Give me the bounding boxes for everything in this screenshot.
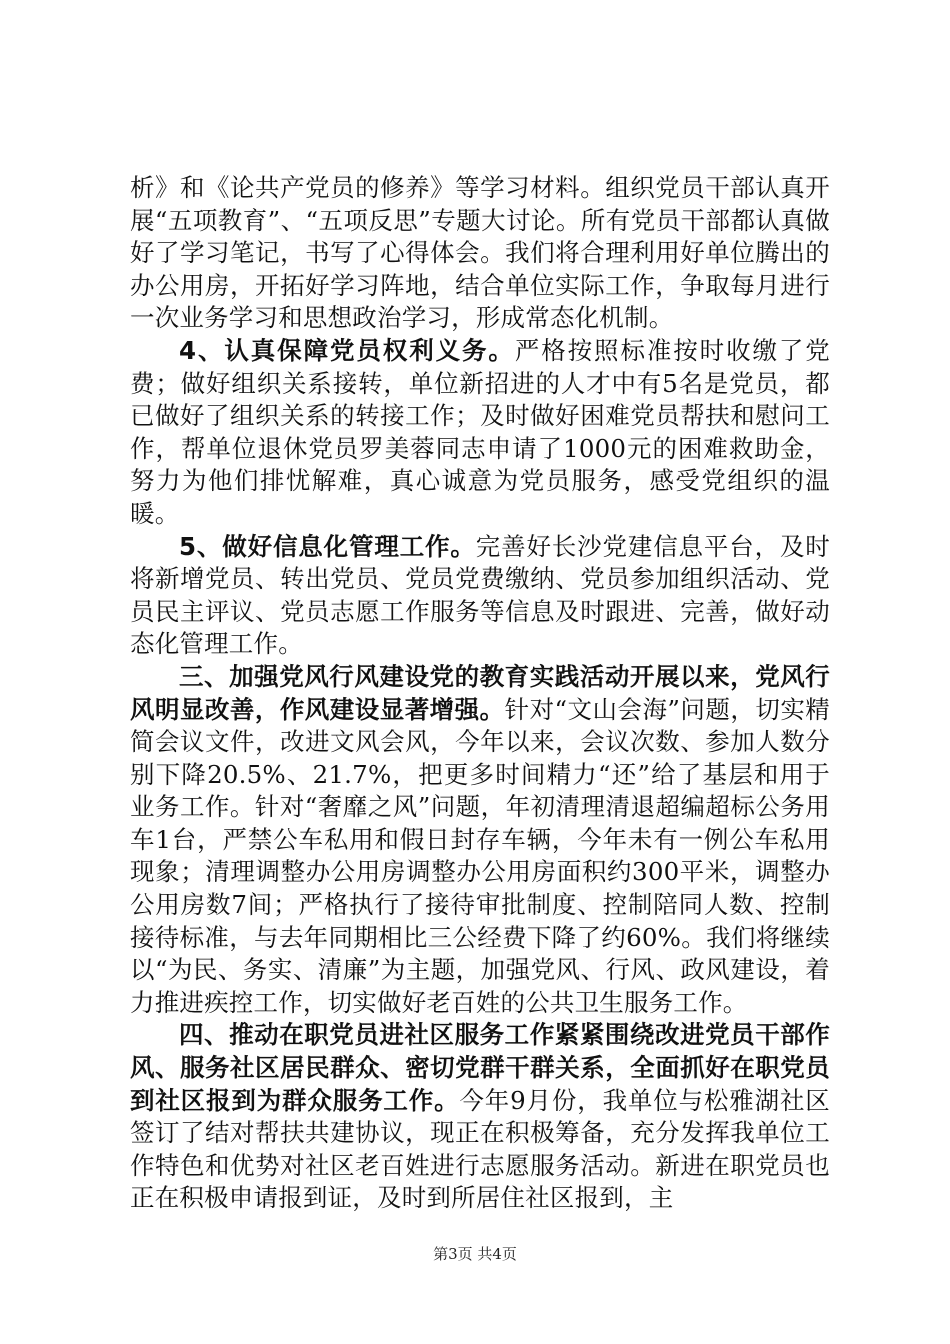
page-footer bbox=[0, 1243, 950, 1264]
paragraph-party-rights bbox=[130, 335, 830, 531]
paragraph-text: 析》和《论共产党员的修养》等学习材料。组织党员干部认真开展“五项教育”、“五项反思”专题大讨论。所有党员干部都认真做好了学习笔记，书写了心得体会。我们将合理利用好单位腾出的办公用房，开拓好学习阵地，结合单位实际工作，争取每月进行一次业务学习和思想政治学习，形成常态化机制。 bbox=[130, 173, 830, 333]
paragraph-heading: 三、加强党风行风建设党的教育实践活动开展以来，党风行风明显改善，作风建设显著增强。 bbox=[130, 661, 830, 724]
paragraph-text: 针对“文山会海”问题，切实精简会议文件，改进文风会风，今年以来，会议次数、参加人数分别下降20.5%、21.7%，把更多时间精力“还”给了基层和用于业务工作。针对“奢靡之风”问题，年初清理清退超编超标公务用车1台，严禁公车私用和假日封存车辆，今年未有一例公车私用现象；清理调整办公用房调整办公用房面积约300平米，调整办公用房数7间；严格执行了接待审批制度、控制陪同人数、控制接待标准，与去年同期相比三公经费下降了约60%。我们将继续以“为民、务实、清廉”为主题，加强党风、行风、政风建设，着力推进疾控工作，切实做好老百姓的公共卫生服务工作。 bbox=[130, 694, 830, 1017]
paragraph-heading: 4、认真保障党员权利义务。 bbox=[179, 335, 515, 365]
body-text bbox=[130, 172, 830, 1215]
paragraph-heading: 四、推动在职党员进社区服务工作紧紧围绕改进党员干部作风、服务社区居民群众、密切党群干群关系，全面抓好在职党员到社区报到为群众服务工作。 bbox=[130, 1020, 830, 1115]
paragraph-continued bbox=[130, 172, 830, 335]
paragraph-information-management bbox=[130, 531, 830, 661]
paragraph-text: 完善好长沙党建信息平台，及时将新增党员、转出党员、党员党费缴纳、党员参加组织活动、党员民主评议、党员志愿工作服务等信息及时跟进、完善，做好动态化管理工作。 bbox=[130, 531, 830, 659]
paragraph-text: 今年9月份，我单位与松雅湖社区签订了结对帮扶共建协议，现正在积极筹备，充分发挥我单位工作特色和优势对社区老百姓进行志愿服务活动。新进在职党员也正在积极申请报到证，及时到所居住社区报到，主 bbox=[130, 1085, 830, 1213]
paragraph-party-style bbox=[130, 661, 830, 1020]
paragraph-community-service bbox=[130, 1019, 830, 1215]
paragraph-heading: 5、做好信息化管理工作。 bbox=[179, 531, 476, 561]
page-number: 第3页 共4页 bbox=[433, 1245, 517, 1263]
paragraph-text: 严格按照标准按时收缴了党费；做好组织关系接转，单位新招进的人才中有5名是党员，都已做好了组织关系的转接工作；及时做好困难党员帮扶和慰问工作，帮单位退休党员罗美蓉同志申请了1000元的困难救助金，努力为他们排忧解难，真心诚意为党员服务，感受党组织的温暖。 bbox=[130, 335, 830, 528]
